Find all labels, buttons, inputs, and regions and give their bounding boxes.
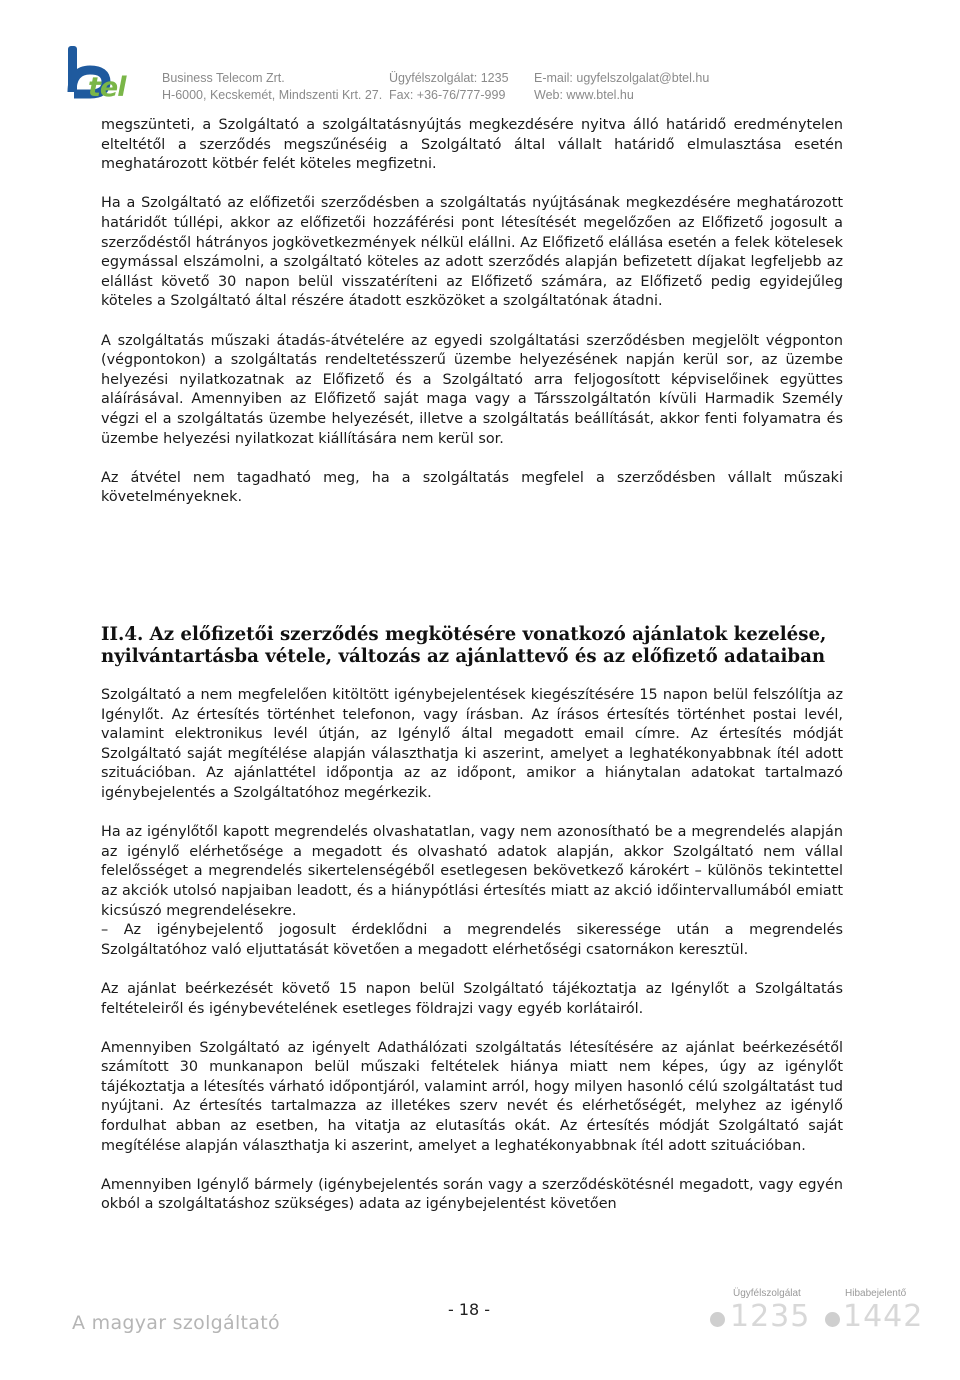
support-phone: Ügyfélszolgálat: 1235 [389,71,509,85]
contact-phone-info [389,70,509,104]
phone-icon [710,1312,725,1327]
contact-web-info [534,70,709,104]
fault-number: 1442 [843,1299,924,1334]
company-name: Business Telecom Zrt. [162,71,285,85]
paragraph: Amennyiben Igénylő bármely (igénybejelentés során vagy a szerződéskötésnél megadott, vagy egyén okból a szolgáltatáshoz szükséges) adata az igénybejelentést követően [101,1176,843,1213]
section-heading: II.4. Az előfizetői szerződés megkötésére vonatkozó ajánlatok kezelése, nyilvántartásba vétele, változás az ajánlattevő és az előfizető adataiban [101,624,827,667]
fault-label: Hibabejelentő [845,1288,907,1299]
paragraph: Ha a Szolgáltató az előfizetői szerződésben a szolgáltatás nyújtásának megkezdésére meghatározott határidőt túllépi, akkor az előfizetői hozzáférési pont létesítését megelőzően az Előfizető jogosult a szerződéstől hátrányos jogkövetkezmények nélkül elállni. Az Előfizető elállása esetén a felek kötelesek egymással elszámolni, a szolgáltató köteles az adott szerződés alapján befizetett díjakat legfeljebb az elállást követő 30 napon belül visszatéríteni az Előfizető számára, az Előfizető pedig egyidejűleg köteles a Szolgáltató által részére átadott eszközöket a szolgáltatónak átadni. [101,195,843,310]
logo-text: tel [88,72,126,103]
company-info [162,70,382,104]
page-header [0,0,960,110]
paragraph: Az átvétel nem tagadható meg, ha a szolgáltatás megfelel a szerződésben vállalt műszaki követelményeknek. [101,469,843,506]
fax-number: Fax: +36-76/777-999 [389,88,506,102]
footer-slogan: A magyar szolgáltató [72,1312,280,1334]
page-number: - 18 - [448,1300,491,1319]
paragraph: Amennyiben Szolgáltató az igényelt Adathálózati szolgáltatás létesítésére az ajánlat beérkezésétől számított 30 munkanapon belül műszaki feltételek hiánya miatt nem képes, úgy az igénylőt tájékoztatja a létesítés várható időpontjáról, valamint arról, hogy milyen hasonló célú szolgáltatást tud nyújtani. Az értesítés tartalmazza az illetékes szerv nevét és elérhetőségét, melyhez az igénylő fordulhat abban az esetben, ha vitatja az elutasítás okát. Az értesítés módját Szolgáltató saját megítélése alapján választhatja ki aszerint, amelyet a leghatékonyabbnak ítél adott szituációban. [101,1039,843,1154]
email-address: E-mail: ugyfelszolgalat@btel.hu [534,71,710,85]
website-address: Web: www.btel.hu [534,88,634,102]
paragraph: Szolgáltató a nem megfelelően kitöltött igénybejelentések kiegészítésére 15 napon belül felszólítja az Igénylőt. Az értesítés történhet telefonon, vagy írásban. Az írásos értesítés történhet postai levél, valamint elektronikus levél útján, az Igénylő által megadott email címre. Az értesítés módját Szolgáltató saját megítélése alapján választhatja ki aszerint, amelyet a leghatékonyabbnak ítél adott szituációban. Az ajánlattétel időpontja az az időpont, amikor a hiánytalan adatokat tartalmazó igénybejelentés a Szolgáltatóhoz megérkezik. [101,687,843,801]
paragraph: – Az igénybejelentő jogosult érdeklődni a megrendelés sikeressége után a megrendelés Szolgáltatóhoz való eljuttatását követően a megadott elérhetőségi csatornákon keresztül. [101,922,843,958]
paragraph: A szolgáltatás műszaki átadás-átvételére az egyedi szolgáltatási szerződésben megjelölt végponton (végpontokon) a szolgáltatás rendeltetésszerű üzembe helyezésének napján kerül sor, az üzembe helyezési nyilatkozatnak az Előfizető és a Szolgáltató arra feljogosított képviselőinek együttes aláírásával. Amennyiben az Előfizető saját maga vagy a Társszolgáltatón kívüli Harmadik Személy végzi el a szolgáltatás üzembe helyezését, illetve a szolgáltatás beállítását, akkor fenti folyamatra és üzembe helyezési nyilatkozat kiállítására nem kerül sor. [101,332,843,447]
paragraph: megszünteti, a Szolgáltató a szolgáltatásnyújtás megkezdésére nyitva álló határidő eredménytelen elteltétől a szerződés megszűnéséig a Szolgáltató által vállalt határidő elmulasztása esetén meghatározott kötbér felét köteles megfizetni. [101,117,843,173]
alert-icon [825,1312,840,1327]
support-label: Ügyfélszolgálat [733,1288,801,1299]
company-address: H-6000, Kecskemét, Mindszenti Krt. 27. [162,88,383,102]
document-body-top [101,116,843,508]
document-body-bottom [101,686,843,1215]
support-number: 1235 [730,1299,811,1334]
paragraph: Ha az igénylőtől kapott megrendelés olvashatatlan, vagy nem azonosítható be a megrendelés alapján az igénylő elérhetősége a megadott és olvasható adatok alapján, akkor Szolgáltató nem vállal felelősséget a megrendelés sikertelenségéből esetlegesen bekövetkező károkért – különös tekintettel az akciók utolsó napjaiban leadott, és a hiánypótlási értesítés miatt az akció időintervallumából emiatt kicsúszó megrendelésekre. [101,824,843,919]
paragraph: Az ajánlat beérkezését követő 15 napon belül Szolgáltató tájékoztatja az Igénylőt a Szolgáltatás feltételeiről és igénybevételének esetleges földrajzi vagy egyéb korlátairól. [101,980,843,1017]
